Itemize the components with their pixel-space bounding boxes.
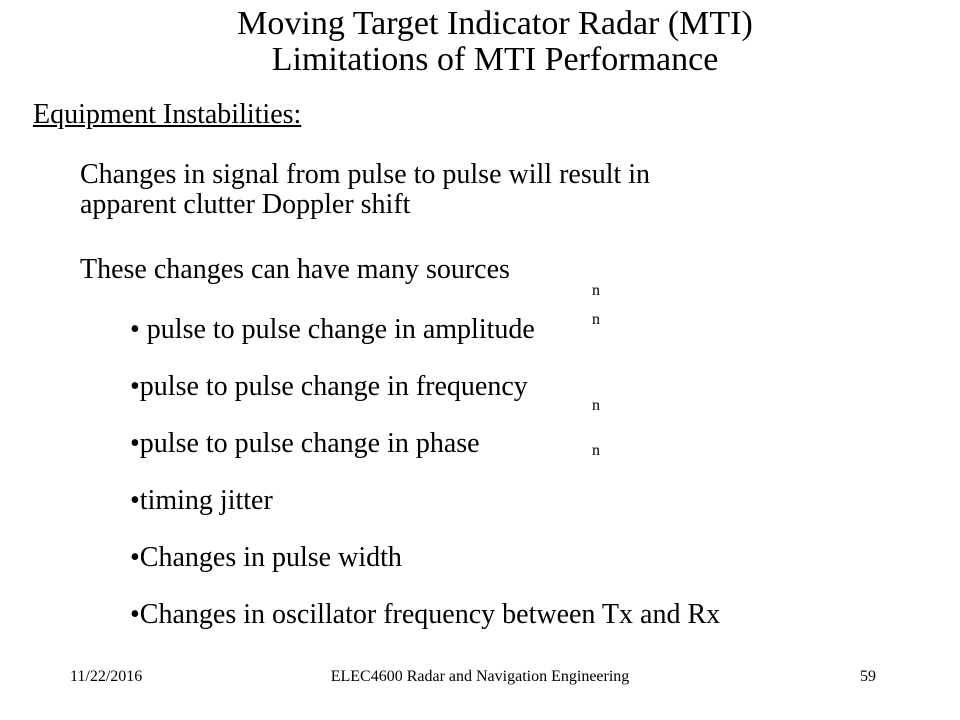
section-heading: Equipment Instabilities: [33,99,302,130]
stray-mark: n [592,442,600,459]
paragraph-sources: These changes can have many sources [80,254,510,285]
bullet-pulse-width: •Changes in pulse width [130,542,402,573]
footer-course-name: ELEC4600 Radar and Navigation Engineering [330,668,630,685]
bullet-frequency: •pulse to pulse change in frequency [130,371,528,402]
slide-title-line-2: Limitations of MTI Performance [271,41,719,78]
footer-page-number: 59 [860,668,876,685]
bullet-timing-jitter: •timing jitter [130,485,273,516]
paragraph-signal-changes [80,160,650,220]
bullet-phase: •pulse to pulse change in phase [130,428,480,459]
bullet-amplitude: • pulse to pulse change in amplitude [130,314,535,345]
footer-date: 11/22/2016 [70,668,143,685]
paragraph-line-1: Changes in signal from pulse to pulse will result in [80,159,651,190]
stray-mark: n [592,282,600,299]
stray-mark: n [592,311,600,328]
paragraph-line-2: apparent clutter Doppler shift [80,189,411,220]
bullet-oscillator: •Changes in oscillator frequency between Tx and Rx [130,599,721,630]
slide-title-line-1: Moving Target Indicator Radar (MTI) [237,5,753,42]
stray-mark: n [592,397,600,414]
slide-title [120,6,870,78]
